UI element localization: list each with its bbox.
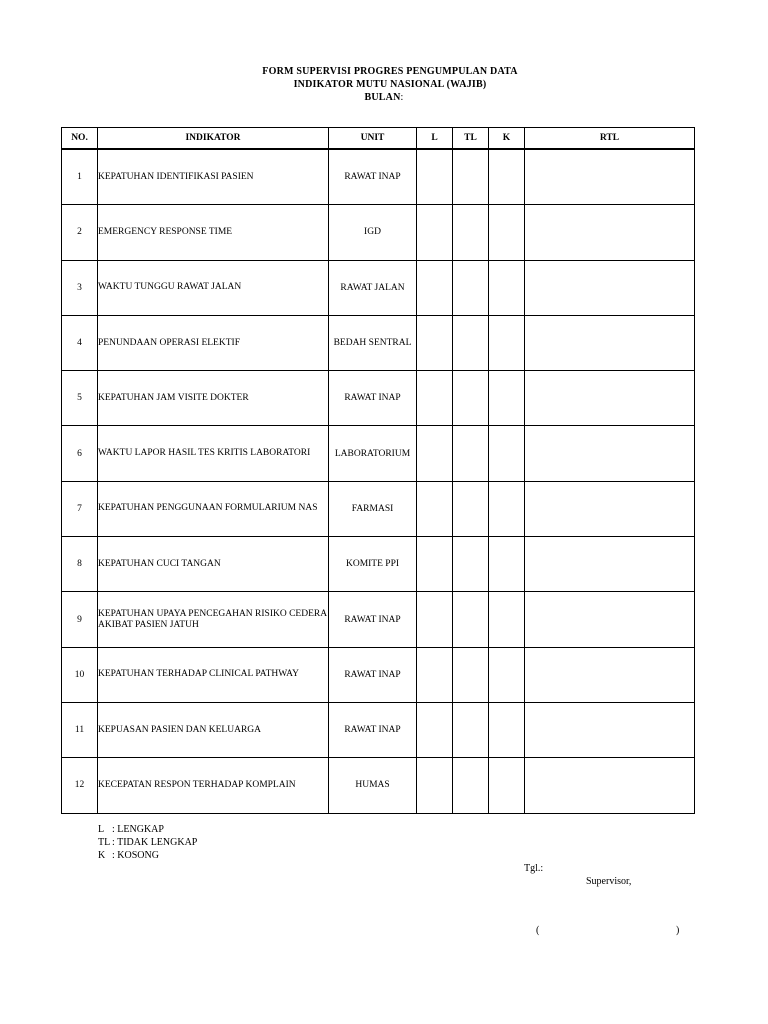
legend-key: K xyxy=(98,850,106,861)
cell-rtl[interactable] xyxy=(525,702,695,757)
row-indikator: KEPATUHAN JAM VISITE DOKTER xyxy=(98,371,329,426)
cell-l[interactable] xyxy=(417,758,453,813)
cell-k[interactable] xyxy=(489,758,525,813)
header-rtl: RTL xyxy=(525,128,695,150)
table-row xyxy=(62,647,695,702)
legend-key: TL xyxy=(98,837,111,848)
row-unit: RAWAT INAP xyxy=(329,149,417,205)
row-no: 7 xyxy=(62,481,98,536)
row-unit: FARMASI xyxy=(329,481,417,536)
cell-l[interactable] xyxy=(417,537,453,592)
cell-k[interactable] xyxy=(489,481,525,536)
row-unit: KOMITE PPI xyxy=(329,537,417,592)
row-no: 3 xyxy=(62,260,98,315)
cell-k[interactable] xyxy=(489,537,525,592)
cell-k[interactable] xyxy=(489,426,525,481)
table-row xyxy=(62,149,695,205)
row-unit: RAWAT INAP xyxy=(329,702,417,757)
header-no: NO. xyxy=(62,128,98,150)
row-unit: RAWAT INAP xyxy=(329,592,417,647)
cell-tl[interactable] xyxy=(453,592,489,647)
legend-item-tidak-lengkap xyxy=(98,837,197,848)
cell-tl[interactable] xyxy=(453,758,489,813)
legend-item-lengkap xyxy=(98,824,164,835)
cell-l[interactable] xyxy=(417,149,453,205)
cell-l[interactable] xyxy=(417,371,453,426)
month-label xyxy=(0,92,768,103)
row-no: 4 xyxy=(62,315,98,370)
cell-k[interactable] xyxy=(489,149,525,205)
table-row xyxy=(62,371,695,426)
cell-rtl[interactable] xyxy=(525,426,695,481)
cell-k[interactable] xyxy=(489,371,525,426)
table-row xyxy=(62,592,695,647)
table-row xyxy=(62,537,695,592)
row-unit: IGD xyxy=(329,205,417,260)
row-unit: RAWAT INAP xyxy=(329,371,417,426)
cell-rtl[interactable] xyxy=(525,592,695,647)
cell-k[interactable] xyxy=(489,592,525,647)
cell-l[interactable] xyxy=(417,315,453,370)
cell-k[interactable] xyxy=(489,702,525,757)
cell-l[interactable] xyxy=(417,426,453,481)
table-row xyxy=(62,758,695,813)
table-row xyxy=(62,315,695,370)
cell-rtl[interactable] xyxy=(525,537,695,592)
cell-rtl[interactable] xyxy=(525,149,695,205)
month-label-text: BULAN xyxy=(364,92,401,103)
cell-k[interactable] xyxy=(489,315,525,370)
cell-tl[interactable] xyxy=(453,481,489,536)
row-indikator: KEPATUHAN IDENTIFIKASI PASIEN xyxy=(98,149,329,205)
row-no: 1 xyxy=(62,149,98,205)
form-title: FORM SUPERVISI PROGRES PENGUMPULAN DATA xyxy=(262,66,518,77)
header-tl: TL xyxy=(453,128,489,150)
signature-paren-close: ) xyxy=(676,925,680,936)
header-unit: UNIT xyxy=(329,128,417,150)
row-unit: RAWAT JALAN xyxy=(329,260,417,315)
cell-tl[interactable] xyxy=(453,260,489,315)
row-indikator: WAKTU LAPOR HASIL TES KRITIS LABORATORI xyxy=(98,426,329,481)
supervisor-label: Supervisor, xyxy=(586,876,632,887)
row-unit: LABORATORIUM xyxy=(329,426,417,481)
row-indikator: PENUNDAAN OPERASI ELEKTIF xyxy=(98,315,329,370)
header-k: K xyxy=(489,128,525,150)
header-l: L xyxy=(417,128,453,150)
cell-tl[interactable] xyxy=(453,315,489,370)
cell-tl[interactable] xyxy=(453,426,489,481)
legend-text: : KOSONG xyxy=(112,850,159,861)
table-row xyxy=(62,426,695,481)
row-no: 6 xyxy=(62,426,98,481)
legend-key: L xyxy=(98,824,105,835)
signature-paren-open: ( xyxy=(536,925,540,936)
legend-text: : LENGKAP xyxy=(112,824,164,835)
row-indikator: KECEPATAN RESPON TERHADAP KOMPLAIN xyxy=(98,758,329,813)
row-no: 8 xyxy=(62,537,98,592)
table-header-row xyxy=(62,128,695,150)
cell-rtl[interactable] xyxy=(525,647,695,702)
table-row xyxy=(62,205,695,260)
table-row xyxy=(62,702,695,757)
table-row xyxy=(62,481,695,536)
date-label: Tgl.: xyxy=(524,863,544,874)
month-colon: : xyxy=(400,92,404,103)
cell-rtl[interactable] xyxy=(525,758,695,813)
cell-rtl[interactable] xyxy=(525,315,695,370)
cell-k[interactable] xyxy=(489,647,525,702)
row-no: 12 xyxy=(62,758,98,813)
row-unit: HUMAS xyxy=(329,758,417,813)
cell-rtl[interactable] xyxy=(525,260,695,315)
cell-tl[interactable] xyxy=(453,647,489,702)
supervision-table xyxy=(61,127,695,814)
row-indikator: EMERGENCY RESPONSE TIME xyxy=(98,205,329,260)
cell-l[interactable] xyxy=(417,481,453,536)
row-unit: RAWAT INAP xyxy=(329,647,417,702)
cell-l[interactable] xyxy=(417,592,453,647)
cell-k[interactable] xyxy=(489,260,525,315)
cell-k[interactable] xyxy=(489,205,525,260)
row-no: 11 xyxy=(62,702,98,757)
row-indikator: KEPATUHAN UPAYA PENCEGAHAN RISIKO CEDERA AKIBAT PASIEN JATUH xyxy=(98,592,329,647)
cell-rtl[interactable] xyxy=(525,371,695,426)
row-no: 2 xyxy=(62,205,98,260)
cell-rtl[interactable] xyxy=(525,205,695,260)
row-no: 10 xyxy=(62,647,98,702)
cell-rtl[interactable] xyxy=(525,481,695,536)
header-indikator: INDIKATOR xyxy=(98,128,329,150)
cell-tl[interactable] xyxy=(453,371,489,426)
cell-tl[interactable] xyxy=(453,702,489,757)
legend-item-kosong xyxy=(98,850,159,861)
row-indikator: KEPATUHAN CUCI TANGAN xyxy=(98,537,329,592)
row-indikator: KEPUASAN PASIEN DAN KELUARGA xyxy=(98,702,329,757)
cell-l[interactable] xyxy=(417,702,453,757)
row-indikator: KEPATUHAN TERHADAP CLINICAL PATHWAY xyxy=(98,647,329,702)
cell-tl[interactable] xyxy=(453,205,489,260)
row-unit: BEDAH SENTRAL xyxy=(329,315,417,370)
row-indikator: WAKTU TUNGGU RAWAT JALAN xyxy=(98,260,329,315)
cell-tl[interactable] xyxy=(453,149,489,205)
legend-text: : TIDAK LENGKAP xyxy=(112,837,198,848)
row-indikator: KEPATUHAN PENGGUNAAN FORMULARIUM NAS xyxy=(98,481,329,536)
cell-l[interactable] xyxy=(417,647,453,702)
row-no: 5 xyxy=(62,371,98,426)
cell-l[interactable] xyxy=(417,260,453,315)
row-no: 9 xyxy=(62,592,98,647)
cell-tl[interactable] xyxy=(453,537,489,592)
table-row xyxy=(62,260,695,315)
cell-l[interactable] xyxy=(417,205,453,260)
form-subtitle: INDIKATOR MUTU NASIONAL (WAJIB) xyxy=(293,79,487,90)
